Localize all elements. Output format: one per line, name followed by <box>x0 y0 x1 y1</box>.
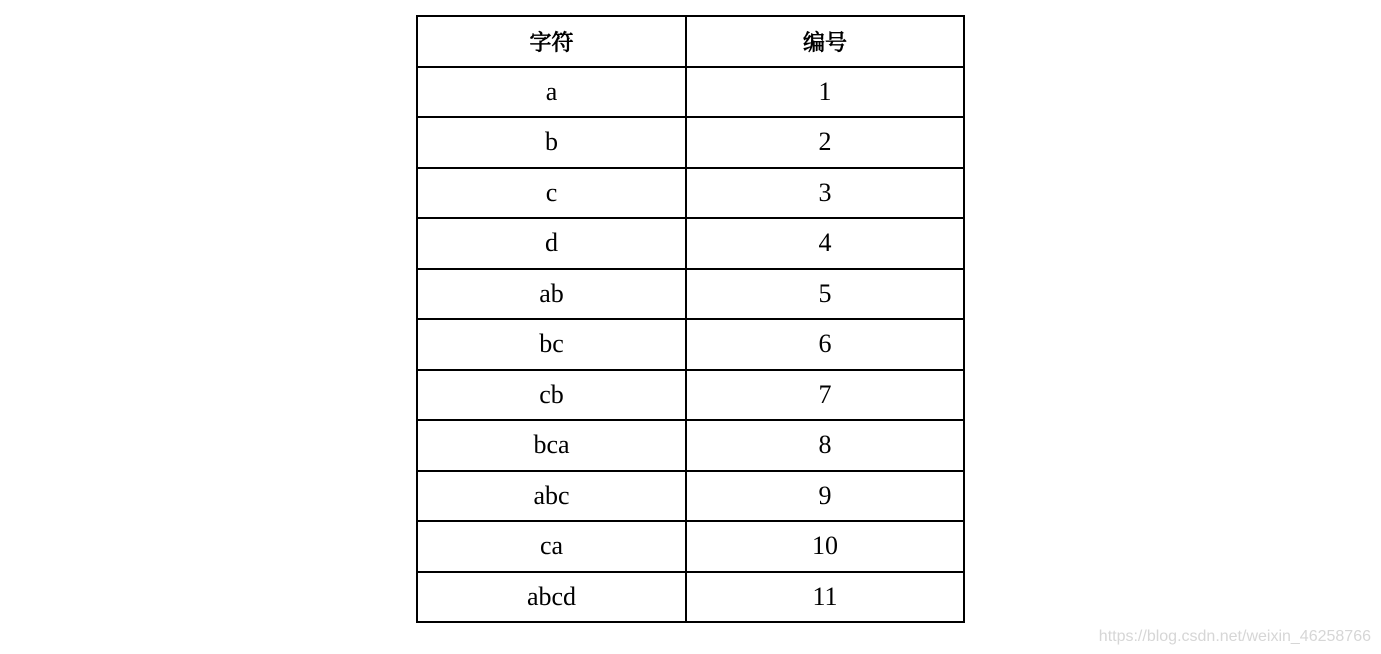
cell-character: abc <box>417 471 686 522</box>
cell-number: 7 <box>686 370 964 421</box>
header-number: 编号 <box>686 16 964 67</box>
cell-character: bca <box>417 420 686 471</box>
cell-number: 1 <box>686 67 964 118</box>
cell-number: 2 <box>686 117 964 168</box>
cell-character: c <box>417 168 686 219</box>
table-header-row <box>417 16 964 67</box>
cell-character: d <box>417 218 686 269</box>
cell-number: 10 <box>686 521 964 572</box>
cell-number: 4 <box>686 218 964 269</box>
cell-character: cb <box>417 370 686 421</box>
cell-number: 11 <box>686 572 964 623</box>
table-row <box>417 67 964 118</box>
table-row <box>417 370 964 421</box>
cell-character: ab <box>417 269 686 320</box>
table-row <box>417 218 964 269</box>
table-row <box>417 168 964 219</box>
cell-character: abcd <box>417 572 686 623</box>
character-number-table <box>416 15 965 623</box>
table-row <box>417 117 964 168</box>
watermark-text: https://blog.csdn.net/weixin_46258766 <box>1098 628 1371 645</box>
table-row <box>417 420 964 471</box>
table-row <box>417 572 964 623</box>
table-row <box>417 471 964 522</box>
table-row <box>417 521 964 572</box>
cell-number: 9 <box>686 471 964 522</box>
header-character: 字符 <box>417 16 686 67</box>
cell-character: bc <box>417 319 686 370</box>
table-row <box>417 319 964 370</box>
table-row <box>417 269 964 320</box>
cell-number: 6 <box>686 319 964 370</box>
cell-character: a <box>417 67 686 118</box>
table-container <box>416 15 965 623</box>
cell-number: 3 <box>686 168 964 219</box>
cell-character: ca <box>417 521 686 572</box>
cell-character: b <box>417 117 686 168</box>
cell-number: 8 <box>686 420 964 471</box>
cell-number: 5 <box>686 269 964 320</box>
